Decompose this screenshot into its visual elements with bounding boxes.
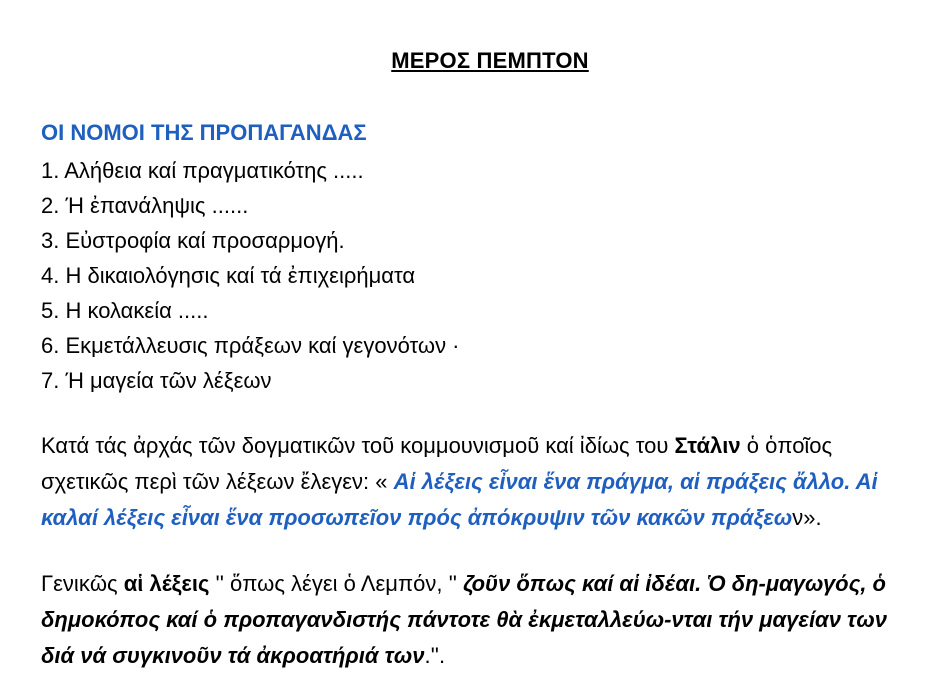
stalin-quote: Αἱ λέξεις εἶναι ἕνα πράγμα, αἱ πράξεις ἄλλο. Αἱ καλαί λέξεις εἶναι ἕνα προσωπεῖον πρός ἀπόκρυψιν τῶν κακῶν πράξεω bbox=[41, 469, 878, 530]
words-phrase: αἱ λέξεις bbox=[123, 571, 210, 596]
quote-end-letter: ν bbox=[792, 505, 804, 530]
paragraph-middle: ὁ ὁποῖος σχετικῶς περὶ τῶν λέξεων ἔλεγεν: « bbox=[41, 433, 833, 494]
paragraph-intro: Γενικῶς bbox=[41, 571, 124, 596]
paragraph-closing: ». bbox=[803, 505, 822, 530]
paragraph-intro: Κατά τάς ἀρχάς τῶν δογματικῶν τοῦ κομμουνισμοῦ καί ἰδίως του bbox=[41, 433, 675, 458]
list-item: 5. Η κολακεία ..... bbox=[41, 298, 209, 323]
laws-list bbox=[41, 153, 460, 398]
list-item: 6. Εκμετάλλευσις πράξεων καί γεγονότων · bbox=[41, 333, 460, 358]
list-item: 3. Εὐστροφία καί προσαρμογή. bbox=[41, 228, 345, 253]
list-item: 2. Ή ἐπανάληψις ...... bbox=[41, 193, 249, 218]
lebon-quote: ζοῦν ὅπως καί αἱ ἰδέαι. Ὁ δη-μαγωγός, ὁ δημοκόπος καί ὁ προπαγανδιστής πάντοτε θὰ ἐκμεταλλεύω-νται τήν μαγείαν των διά νά συγκινοῦν τά ἀκροατήριά των bbox=[41, 571, 887, 668]
page-heading: ΜΕΡΟΣ ΠΕΜΠΤΟΝ bbox=[391, 48, 589, 73]
section-title: ΟΙ ΝΟΜΟΙ ΤΗΣ ΠΡΟΠΑΓΑΝΔΑΣ bbox=[41, 120, 367, 145]
lebon-paragraph bbox=[41, 566, 901, 674]
list-item: 4. Η δικαιολόγησις καί τά ἐπιχειρήματα bbox=[41, 263, 416, 288]
list-item: 1. Αλήθεια καί πραγματικότης ..... bbox=[41, 158, 364, 183]
paragraph-middle: '' ὅπως λέγει ὁ Λεμπόν, '' bbox=[209, 571, 464, 596]
paragraph-ending: .''. bbox=[424, 643, 446, 668]
stalin-paragraph bbox=[41, 428, 901, 536]
stalin-name: Στάλιν bbox=[674, 433, 741, 458]
list-item: 7. Ή μαγεία τῶν λέξεων bbox=[41, 368, 272, 393]
